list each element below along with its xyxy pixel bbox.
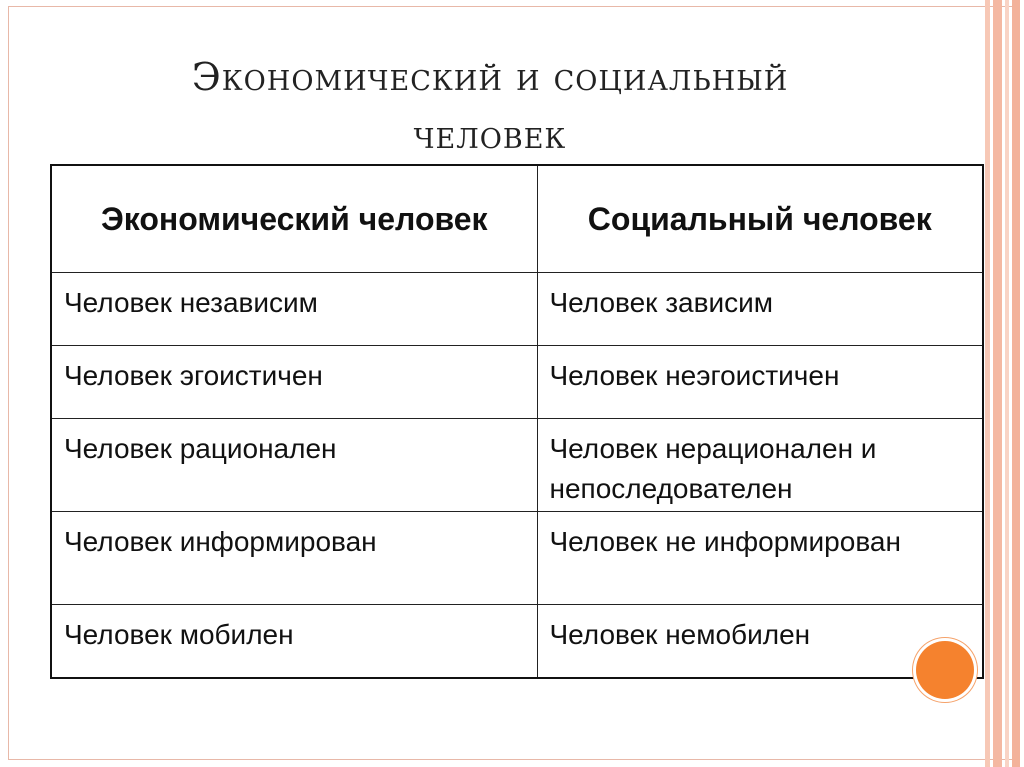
table-cell: Человек эгоистичен	[51, 346, 537, 419]
header-social-man: Социальный человек	[537, 165, 983, 273]
header-economic-man: Экономический человек	[51, 165, 537, 273]
table-row	[51, 419, 983, 512]
decorative-stripe	[985, 0, 990, 767]
table-cell: Человек мобилен	[51, 605, 537, 679]
table-cell: Человек немобилен	[537, 605, 983, 679]
table-cell: Человек не информирован	[537, 512, 983, 605]
comparison-table	[50, 164, 984, 679]
table-row	[51, 512, 983, 605]
table-header-row	[51, 165, 983, 273]
table-cell: Человек нерационален и непоследователен	[537, 419, 983, 512]
table-cell: Человек зависим	[537, 273, 983, 346]
slide-title	[40, 48, 940, 164]
decorative-orange-circle	[916, 641, 974, 699]
table-cell: Человек неэгоистичен	[537, 346, 983, 419]
table-cell: Человек рационален	[51, 419, 537, 512]
table-row	[51, 273, 983, 346]
decorative-stripe	[1005, 0, 1009, 767]
table-row	[51, 346, 983, 419]
decorative-stripe	[1012, 0, 1020, 767]
table-cell: Человек независим	[51, 273, 537, 346]
decorative-stripe	[993, 0, 1002, 767]
table-cell: Человек информирован	[51, 512, 537, 605]
slide-title-line-2: человек	[413, 113, 567, 157]
table-row	[51, 605, 983, 679]
slide-title-line-1: Экономический и социальный	[191, 55, 789, 99]
